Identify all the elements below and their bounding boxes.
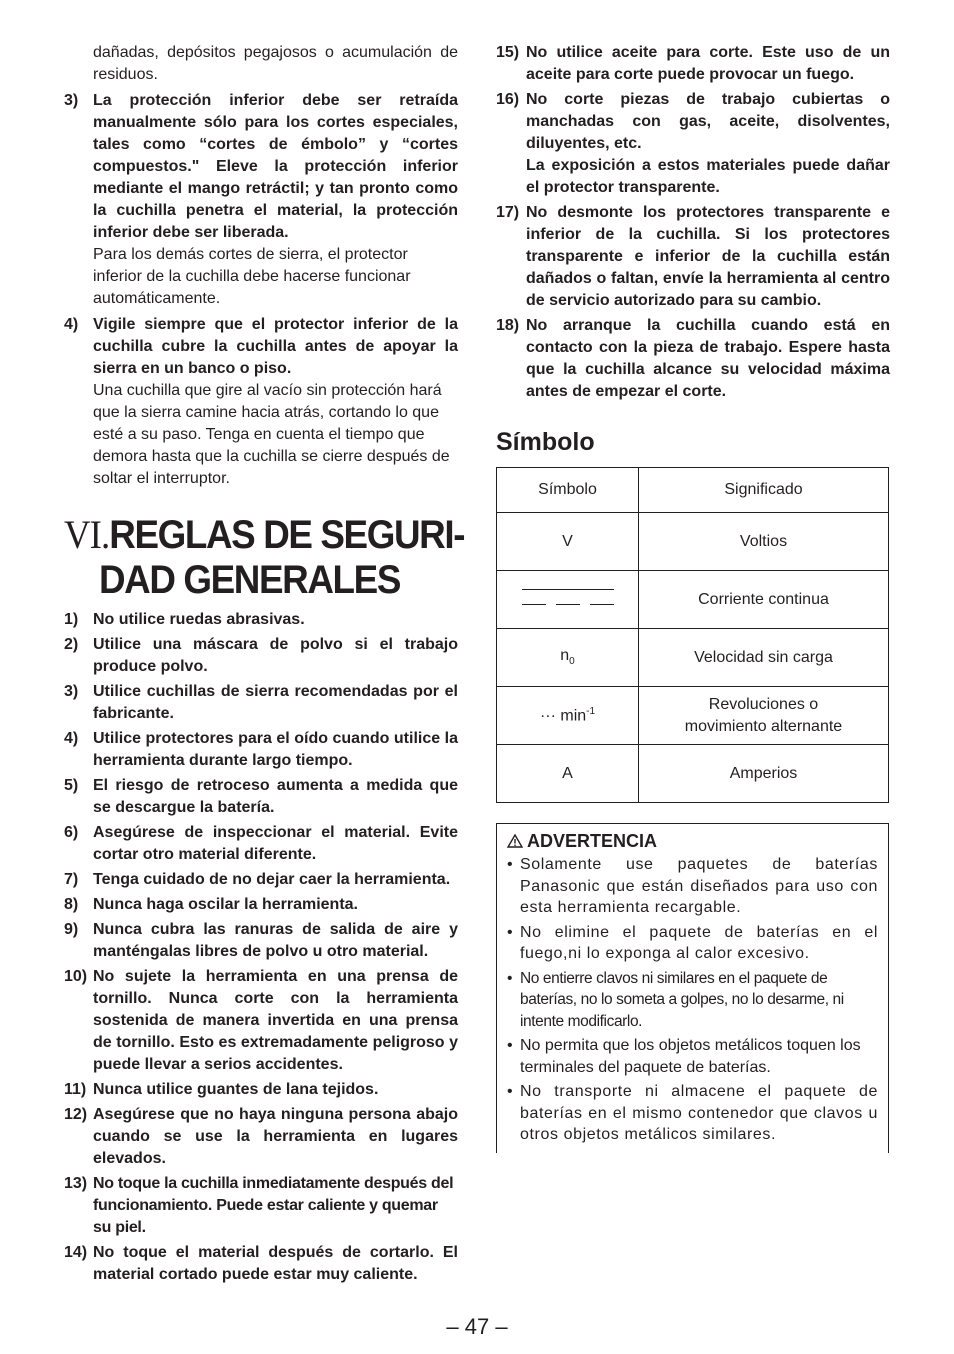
right-column bbox=[496, 42, 890, 1153]
page-number: – 47 – bbox=[446, 1314, 508, 1339]
list-item bbox=[64, 894, 458, 916]
list-item bbox=[64, 869, 458, 891]
section-title-line2: DAD GENERALES bbox=[98, 558, 400, 602]
item-number: 4) bbox=[64, 316, 79, 333]
meaning-cell: Voltios bbox=[639, 513, 889, 571]
item-text: No desmonte los protectores transparente e inferior de la cuchilla. Si los protectores transparente e inferior de la cuchilla están dañados o faltan, envíe la herramienta al centro de servicio autorizado para su cambio. bbox=[526, 204, 890, 309]
table-row bbox=[497, 629, 889, 687]
item-number: 5) bbox=[64, 777, 79, 794]
item-text: Nunca cubra las ranuras de salida de aire y manténgalas libres de polvo u otro material. bbox=[93, 921, 458, 960]
list-item bbox=[64, 728, 458, 772]
list-item bbox=[64, 1242, 458, 1286]
list-item bbox=[64, 1104, 458, 1170]
item-bold-text: Vigile siempre que el protector inferior de la cuchilla cubre la cuchilla antes de apoyar la sierra en un banco o piso. bbox=[93, 316, 458, 377]
table-header-row bbox=[497, 468, 889, 513]
item-number: 16) bbox=[496, 91, 520, 108]
item-text: Tenga cuidado de no dejar caer la herramienta. bbox=[93, 871, 451, 888]
warning-title-text: ADVERTENCIA bbox=[527, 831, 658, 851]
item-number: 12) bbox=[64, 1106, 88, 1123]
item-number: 3) bbox=[64, 92, 79, 109]
table-row bbox=[497, 687, 889, 745]
item-number: 7) bbox=[64, 871, 79, 888]
item-text: Para los demás cortes de sierra, el protector inferior de la cuchilla debe hacerse funcionar automáticamente. bbox=[93, 246, 411, 307]
symbol-text: n bbox=[560, 647, 570, 665]
warning-item bbox=[507, 854, 878, 919]
bullet-mark: • bbox=[507, 1083, 514, 1100]
bullet-mark: • bbox=[507, 969, 513, 987]
table-row bbox=[497, 513, 889, 571]
item-text: Utilice una máscara de polvo si el trabajo produce polvo. bbox=[93, 636, 458, 675]
item-number: 10) bbox=[64, 968, 88, 985]
list-item bbox=[64, 966, 458, 1076]
list-item bbox=[64, 681, 458, 725]
meaning-cell: Amperios bbox=[639, 745, 889, 803]
section-title-line1: REGLAS DE SEGURI- bbox=[109, 513, 465, 557]
left-column bbox=[64, 42, 465, 1289]
item-text: No toque el material después de cortarlo. El material cortado puede estar muy caliente. bbox=[93, 1244, 458, 1283]
item-text: El riesgo de retroceso aumenta a medida que se descargue la batería. bbox=[93, 777, 458, 816]
list-item bbox=[64, 634, 458, 678]
table-row bbox=[497, 571, 889, 629]
warning-text: No permita que los objetos metálicos toquen los terminales del paquete de baterías. bbox=[520, 1037, 861, 1076]
item-text: Una cuchilla que gire al vacío sin protección hará que la sierra camine hacia atrás, cortando lo que esté a su paso. Tenga en cuenta el tiempo que demora hasta que la cuchilla se cierre después de soltar el interruptor. bbox=[93, 382, 450, 487]
item-number: 18) bbox=[496, 317, 520, 334]
meaning-cell: Velocidad sin carga bbox=[639, 629, 889, 687]
section-title bbox=[64, 512, 465, 603]
item-number: 14) bbox=[64, 1244, 88, 1261]
list-item bbox=[496, 202, 890, 312]
warning-title bbox=[507, 830, 878, 852]
list-item bbox=[496, 42, 890, 86]
item-number: 9) bbox=[64, 921, 79, 938]
warning-item bbox=[507, 922, 878, 965]
direct-current-icon bbox=[522, 589, 614, 605]
symbol-cell bbox=[497, 687, 639, 745]
item-bold-text: La protección inferior debe ser retraída manualmente sólo para los cortes especiales, tales como “cortes de émbolo” y “cortes compuestos." Eleve la protección inferior mediante el mango retráctil; y tan pronto como la cuchilla penetra el material, la protección inferior debe ser liberada. bbox=[93, 92, 458, 241]
warning-triangle-icon bbox=[507, 834, 523, 848]
warning-item bbox=[507, 1035, 878, 1078]
list-item bbox=[496, 89, 890, 199]
symbol-text: ··· min bbox=[539, 707, 587, 725]
list-item bbox=[64, 314, 458, 490]
item-text: Utilice protectores para el oído cuando utilice la herramienta durante largo tiempo. bbox=[93, 730, 458, 769]
item-text: No arranque la cuchilla cuando está en contacto con la pieza de trabajo. Espere hasta que la cuchilla alcance su velocidad máxima antes de empezar el corte. bbox=[526, 317, 890, 400]
item-number: 8) bbox=[64, 896, 79, 913]
symbol-heading: Símbolo bbox=[496, 428, 595, 456]
table-row bbox=[497, 745, 889, 803]
symbol-subscript: 0 bbox=[569, 656, 575, 668]
warning-item bbox=[507, 1081, 878, 1146]
item-number: 15) bbox=[496, 44, 520, 61]
item-text: Nunca haga oscilar la herramienta. bbox=[93, 896, 358, 913]
item-text: Nunca utilice guantes de lana tejidos. bbox=[93, 1081, 379, 1098]
item-text: No utilice aceite para corte. Este uso de un aceite para corte puede provocar un fuego. bbox=[526, 44, 890, 83]
item-extra-text: La exposición a estos materiales puede dañar el protector transparente. bbox=[526, 157, 890, 196]
meaning-line: Revoluciones o bbox=[708, 695, 819, 713]
item-number: 6) bbox=[64, 824, 79, 841]
list-item bbox=[64, 775, 458, 819]
list-item bbox=[64, 919, 458, 963]
header-meaning: Significado bbox=[639, 468, 889, 513]
item-number: 4) bbox=[64, 730, 79, 747]
symbol-cell: A bbox=[497, 745, 639, 803]
item-number: 11) bbox=[64, 1081, 87, 1098]
warning-text: Solamente use paquetes de baterías Panasonic que están diseñados para uso con esta herramienta recargable. bbox=[520, 856, 878, 916]
continued-paragraph: dañadas, depósitos pegajosos o acumulación de residuos. bbox=[93, 44, 458, 83]
list-item bbox=[64, 1173, 458, 1239]
section-roman-numeral: VI. bbox=[64, 512, 110, 557]
item-text: Utilice cuchillas de sierra recomendadas por el fabricante. bbox=[93, 683, 458, 722]
symbol-cell bbox=[497, 571, 639, 629]
item-number: 1) bbox=[64, 611, 79, 628]
item-number: 3) bbox=[64, 683, 79, 700]
item-text: No corte piezas de trabajo cubiertas o manchadas con gas, aceite, disolventes, diluyentes, etc. bbox=[526, 91, 890, 152]
warning-text: No elimine el paquete de baterías en el fuego,ni lo exponga al calor excesivo. bbox=[520, 923, 878, 962]
symbol-table bbox=[496, 467, 889, 803]
warning-box bbox=[496, 823, 889, 1153]
meaning-cell: Corriente continua bbox=[639, 571, 889, 629]
general-rules-list bbox=[64, 609, 458, 1286]
item-number: 13) bbox=[64, 1175, 88, 1192]
list-item bbox=[64, 90, 458, 310]
item-text: No sujete la herramienta en una prensa de tornillo. Nunca corte con la herramienta sostenida de manera invertida en una prensa de tornillo. Esto es extremadamente peligroso y puede llevar a serios accidentes. bbox=[93, 968, 458, 1073]
item-text: Asegúrese de inspeccionar el material. Evite cortar otro material diferente. bbox=[93, 824, 458, 863]
bullet-mark: • bbox=[507, 1037, 513, 1054]
bullet-mark: • bbox=[507, 923, 514, 941]
warning-item bbox=[507, 968, 878, 1033]
warning-text: No transporte ni almacene el paquete de baterías en el mismo contenedor que clavos u otros objetos metálicos similares. bbox=[520, 1083, 878, 1143]
warning-text: No entierre clavos ni similares en el paquete de baterías, no lo someta a golpes, no lo desarme, ni intente modificarlo. bbox=[520, 969, 844, 1030]
header-symbol: Símbolo bbox=[497, 468, 639, 513]
bullet-mark: • bbox=[507, 856, 514, 873]
list-item bbox=[64, 609, 458, 631]
symbol-cell: V bbox=[497, 513, 639, 571]
item-number: 17) bbox=[496, 204, 520, 221]
item-text: No toque la cuchilla inmediatamente después del funcionamiento. Puede estar caliente y quemar su piel. bbox=[93, 1175, 454, 1236]
list-item bbox=[496, 315, 890, 403]
list-item bbox=[64, 1079, 458, 1101]
list-item bbox=[64, 822, 458, 866]
item-number: 2) bbox=[64, 636, 79, 653]
meaning-line: movimiento alternante bbox=[684, 717, 843, 735]
meaning-cell bbox=[639, 687, 889, 745]
symbol-cell bbox=[497, 629, 639, 687]
symbol-superscript: -1 bbox=[586, 705, 596, 717]
item-text: Asegúrese que no haya ninguna persona abajo cuando se use la herramienta en lugares elevados. bbox=[93, 1106, 458, 1167]
item-text: No utilice ruedas abrasivas. bbox=[93, 611, 305, 628]
